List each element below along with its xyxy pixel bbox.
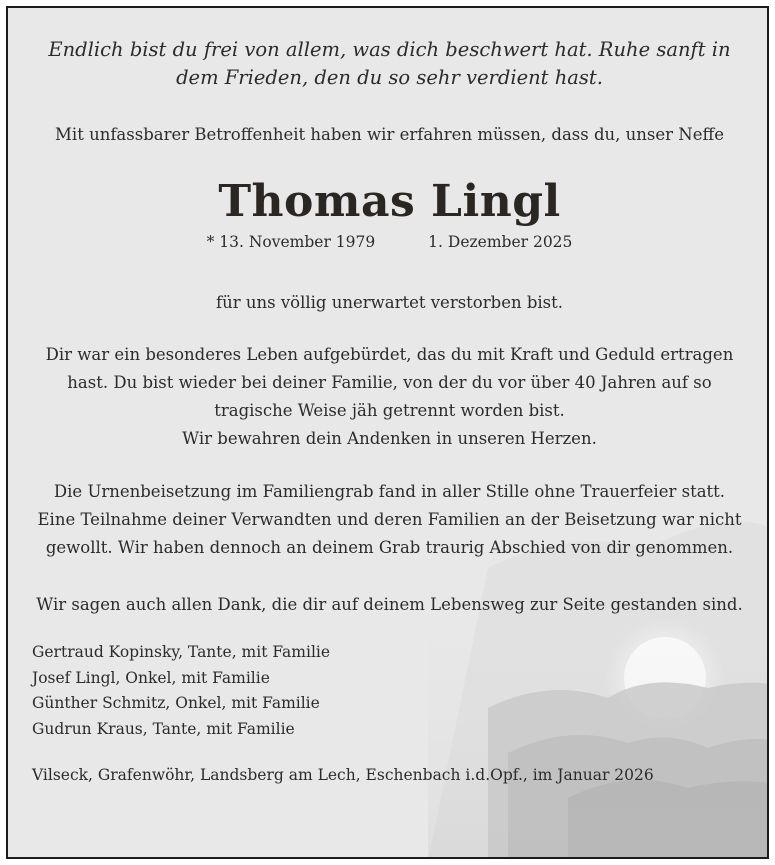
remembrance-line: Wir bewahren dein Andenken in unseren Herzen.	[182, 429, 597, 448]
died-text: für uns völlig unerwartet verstorben bist.	[215, 293, 564, 312]
deceased-name: Thomas Lingl	[218, 176, 561, 227]
tribute-text: Dir war ein besonderes Leben aufgebürdet, das du mit Kraft und Geduld ertragen hast. Du bist wieder bei deiner Familie, von der du vor über 40 Jahren auf so tragische Weise jäh getrennt worden bist.	[45, 345, 734, 420]
tribute-paragraph	[8, 341, 769, 453]
place-and-date: Vilseck, Grafenwöhr, Landsberg am Lech, Eschenbach i.d.Opf., im Januar 2026	[32, 766, 654, 784]
signer: Gertraud Kopinsky, Tante, mit Familie	[32, 643, 331, 661]
life-dates	[8, 233, 769, 251]
obituary-notice	[6, 6, 769, 859]
death-date: 1. Dezember 2025	[428, 233, 573, 251]
burial-paragraph: Die Urnenbeisetzung im Familiengrab fand in aller Stille ohne Trauerfeier statt. Eine Teilnahme deiner Verwandten und deren Familien an der Beisetzung war nicht gewollt. Wir haben dennoch an deinem Grab traurig Abschied von dir genommen.	[37, 482, 742, 557]
signer: Gudrun Kraus, Tante, mit Familie	[32, 719, 295, 738]
intro-text: Mit unfassbarer Betroffenheit haben wir erfahren müssen, dass du, unser Neffe	[55, 125, 724, 144]
signer: Günther Schmitz, Onkel, mit Familie	[32, 694, 320, 712]
signer: Josef Lingl, Onkel, mit Familie	[32, 668, 270, 687]
thanks-line: Wir sagen auch allen Dank, die dir auf deinem Lebensweg zur Seite gestanden sind.	[36, 595, 743, 614]
birth-date: * 13. November 1979	[206, 233, 376, 251]
signers-list	[32, 640, 330, 742]
memorial-quote: Endlich bist du frei von allem, was dich beschwert hat. Ruhe sanft in dem Frieden, den du so sehr verdient hast.	[48, 38, 731, 89]
